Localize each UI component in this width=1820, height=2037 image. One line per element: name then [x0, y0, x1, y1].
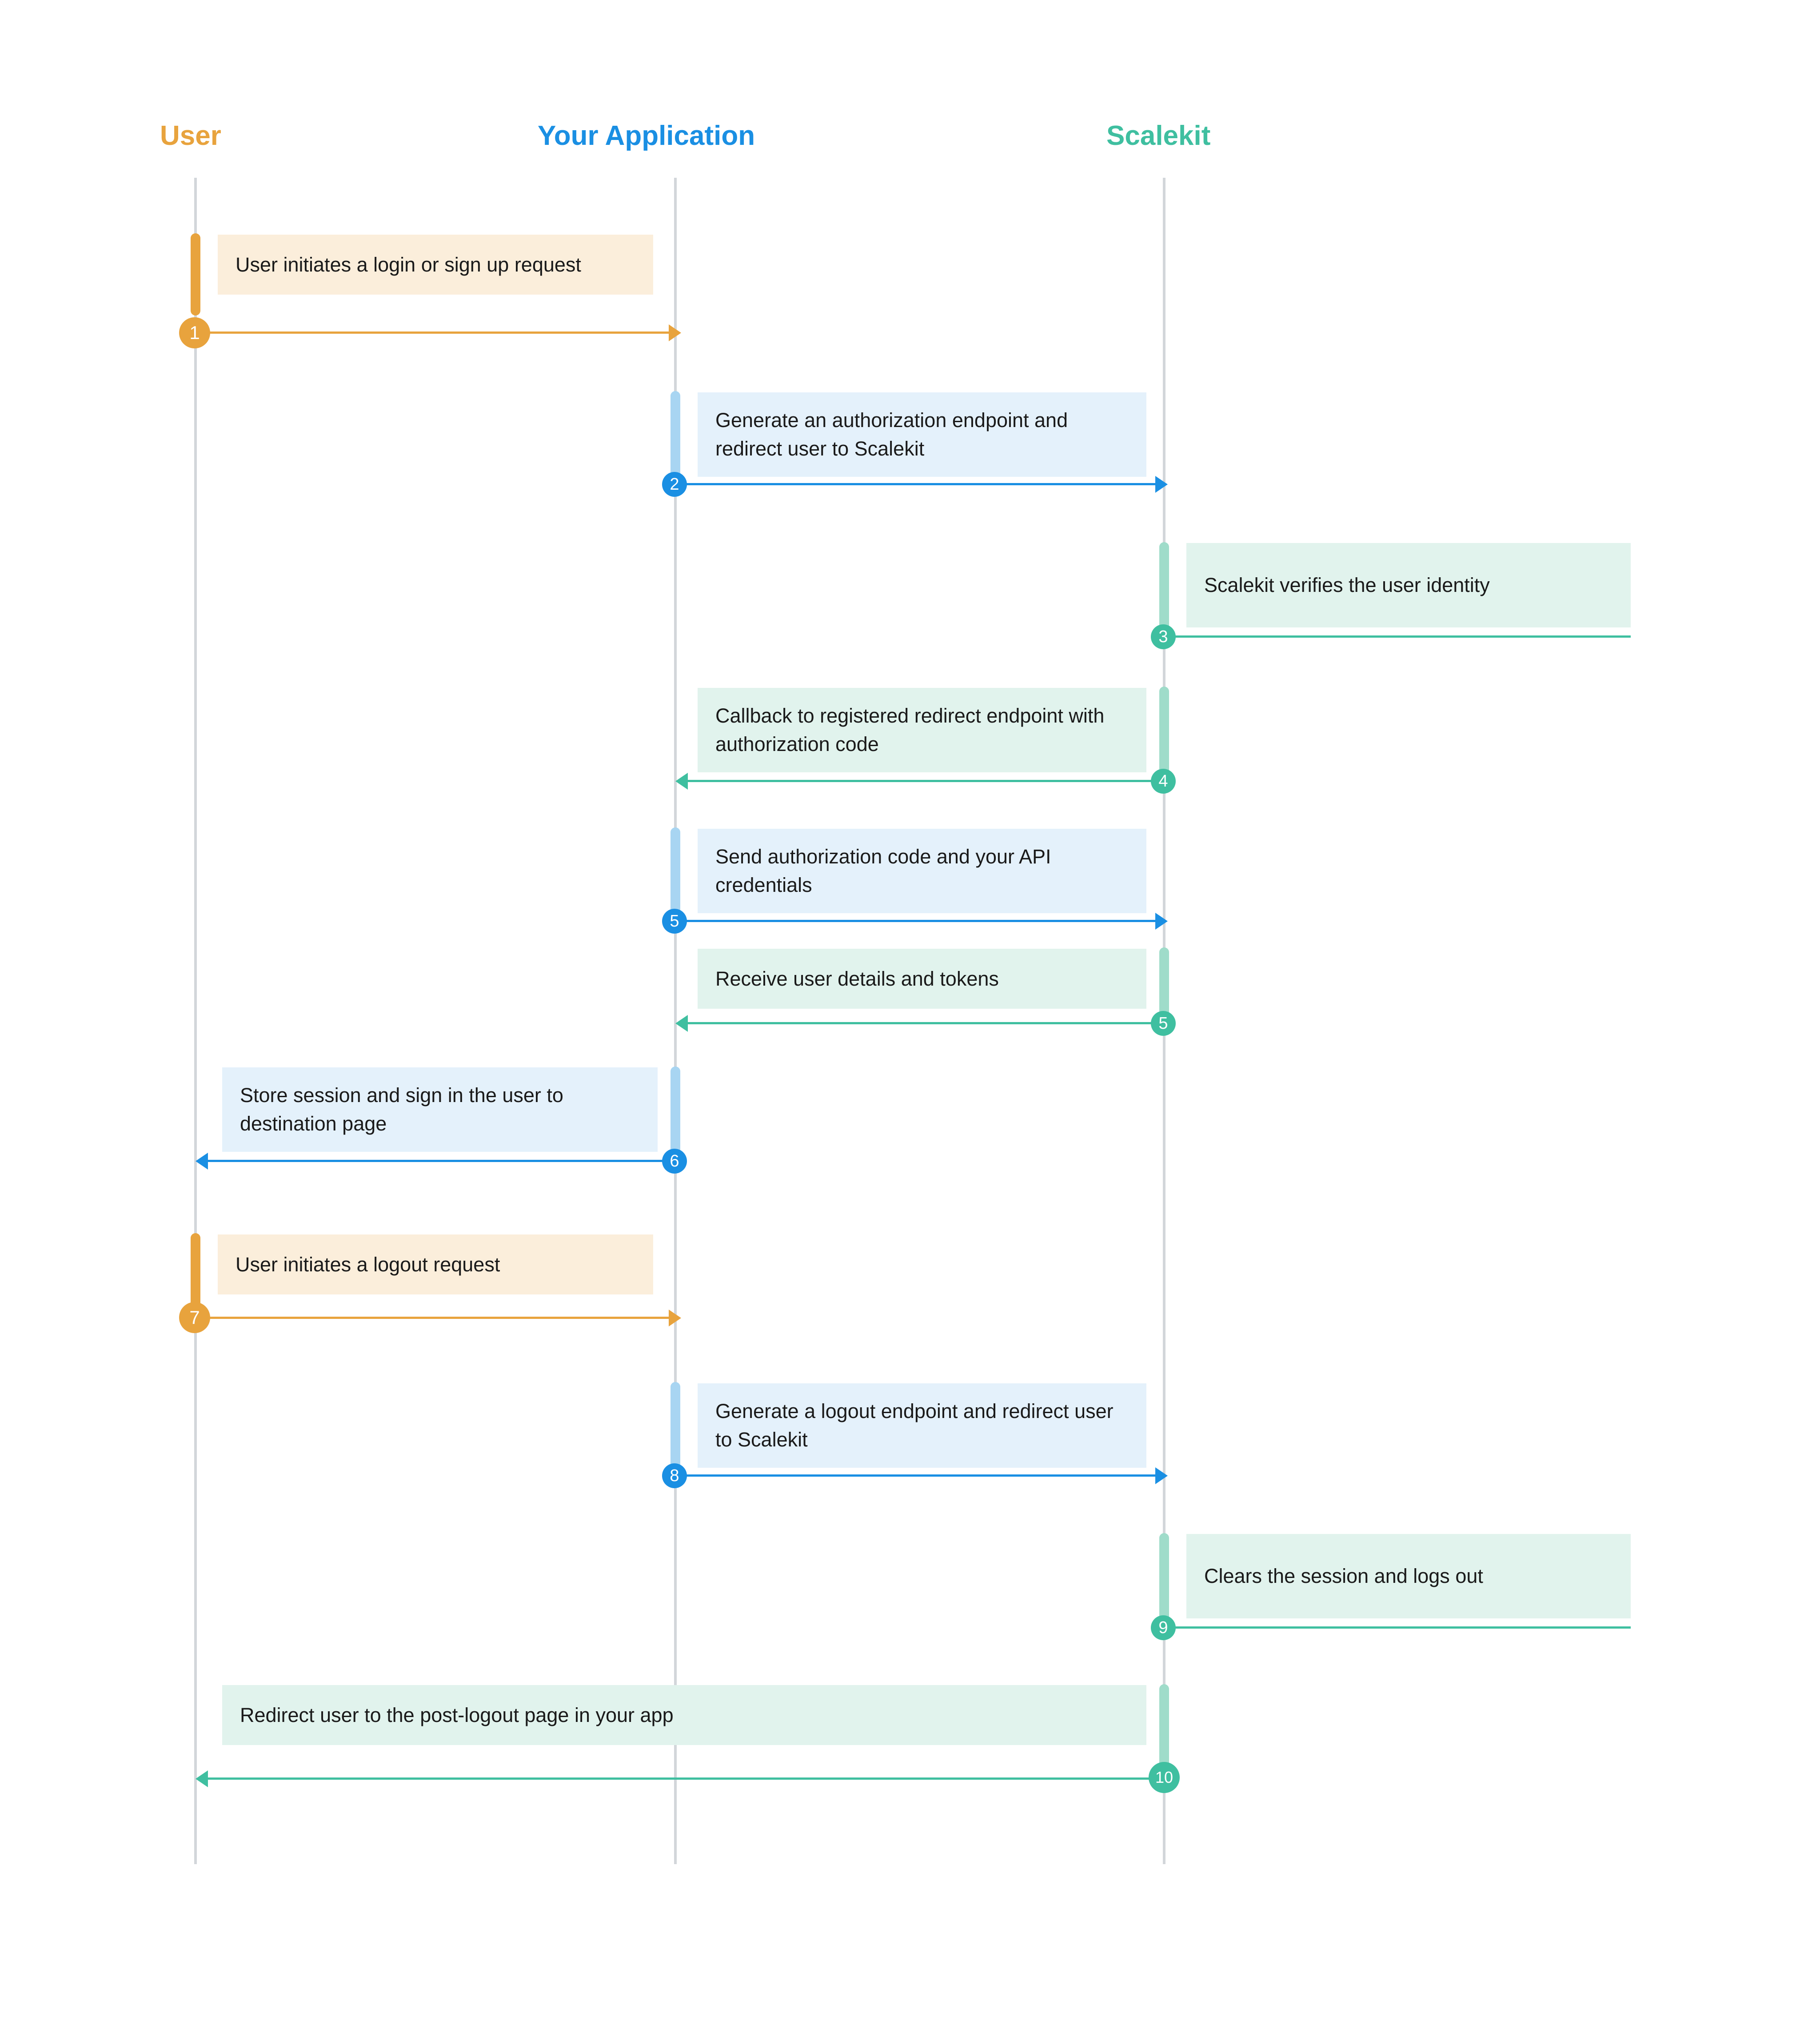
arrow-step-8	[675, 1474, 1164, 1477]
arrow-head-step-6	[196, 1153, 208, 1170]
arrow-step-2	[675, 483, 1164, 485]
arrow-head-step-5b	[675, 1015, 688, 1032]
step-badge-8: 8	[662, 1463, 687, 1488]
arrow-step-9	[1164, 1626, 1631, 1629]
note-step-8	[698, 1383, 1146, 1468]
activation-bar-step-1	[191, 233, 200, 316]
activation-bar-step-6	[671, 1066, 680, 1162]
step-badge-2: 2	[662, 472, 687, 497]
step-badge-3: 3	[1151, 624, 1176, 649]
step-badge-1: 1	[179, 317, 210, 348]
step-badge-6: 6	[662, 1149, 687, 1174]
activation-bar-step-3	[1159, 542, 1169, 638]
note-step-5b	[698, 949, 1146, 1009]
note-text-step-5b: Receive user details and tokens	[715, 967, 999, 990]
note-step-3	[1186, 543, 1631, 627]
activation-bar-step-9	[1159, 1533, 1169, 1629]
step-badge-5a: 5	[662, 909, 687, 934]
actor-label-scalekit: Scalekit	[1106, 120, 1211, 151]
arrow-head-step-4	[675, 773, 688, 790]
lifeline-user	[194, 178, 197, 1864]
note-text-step-10: Redirect user to the post-logout page in your app	[240, 1703, 674, 1726]
arrow-step-10	[200, 1777, 1166, 1780]
note-step-1	[218, 235, 653, 295]
arrow-step-1	[196, 332, 671, 334]
note-text-step-2: Generate an authorization endpoint and redirect user to Scalekit	[715, 409, 1068, 460]
arrow-step-5a	[675, 920, 1164, 922]
note-text-step-4: Callback to registered redirect endpoint with authorization code	[715, 704, 1105, 755]
note-step-4	[698, 688, 1146, 772]
arrow-step-3	[1164, 635, 1631, 638]
note-text-step-1: User initiates a login or sign up request	[235, 253, 581, 276]
step-badge-9: 9	[1151, 1615, 1176, 1640]
note-step-6	[222, 1067, 658, 1152]
note-text-step-8: Generate a logout endpoint and redirect user to Scalekit	[715, 1400, 1114, 1451]
activation-bar-step-2	[671, 391, 680, 484]
arrow-head-step-10	[196, 1770, 208, 1787]
arrow-head-step-7	[669, 1310, 681, 1326]
arrow-head-step-1	[669, 324, 681, 341]
note-text-step-6: Store session and sign in the user to destination page	[240, 1084, 563, 1135]
note-step-5a	[698, 829, 1146, 913]
note-text-step-7: User initiates a logout request	[235, 1253, 500, 1276]
note-text-step-5a: Send authorization code and your API credentials	[715, 845, 1051, 896]
actor-label-user: User	[160, 120, 221, 151]
arrow-head-step-2	[1155, 476, 1168, 493]
note-text-step-3: Scalekit verifies the user identity	[1204, 574, 1490, 597]
step-badge-10: 10	[1149, 1762, 1180, 1793]
arrow-step-7	[196, 1317, 671, 1319]
arrow-head-step-8	[1155, 1467, 1168, 1484]
arrow-step-4	[680, 780, 1166, 782]
step-badge-7: 7	[179, 1302, 210, 1333]
note-text-step-9: Clears the session and logs out	[1204, 1565, 1483, 1588]
arrow-head-step-5a	[1155, 913, 1168, 930]
arrow-step-5b	[680, 1022, 1166, 1024]
activation-bar-step-4	[1159, 687, 1169, 782]
step-badge-5b: 5	[1151, 1011, 1176, 1036]
note-step-9	[1186, 1534, 1631, 1618]
note-step-2	[698, 392, 1146, 477]
arrow-step-6	[200, 1160, 678, 1162]
step-badge-4: 4	[1151, 769, 1176, 794]
note-step-10	[222, 1685, 1146, 1745]
note-step-7	[218, 1234, 653, 1294]
actor-label-your-application: Your Application	[538, 120, 755, 151]
